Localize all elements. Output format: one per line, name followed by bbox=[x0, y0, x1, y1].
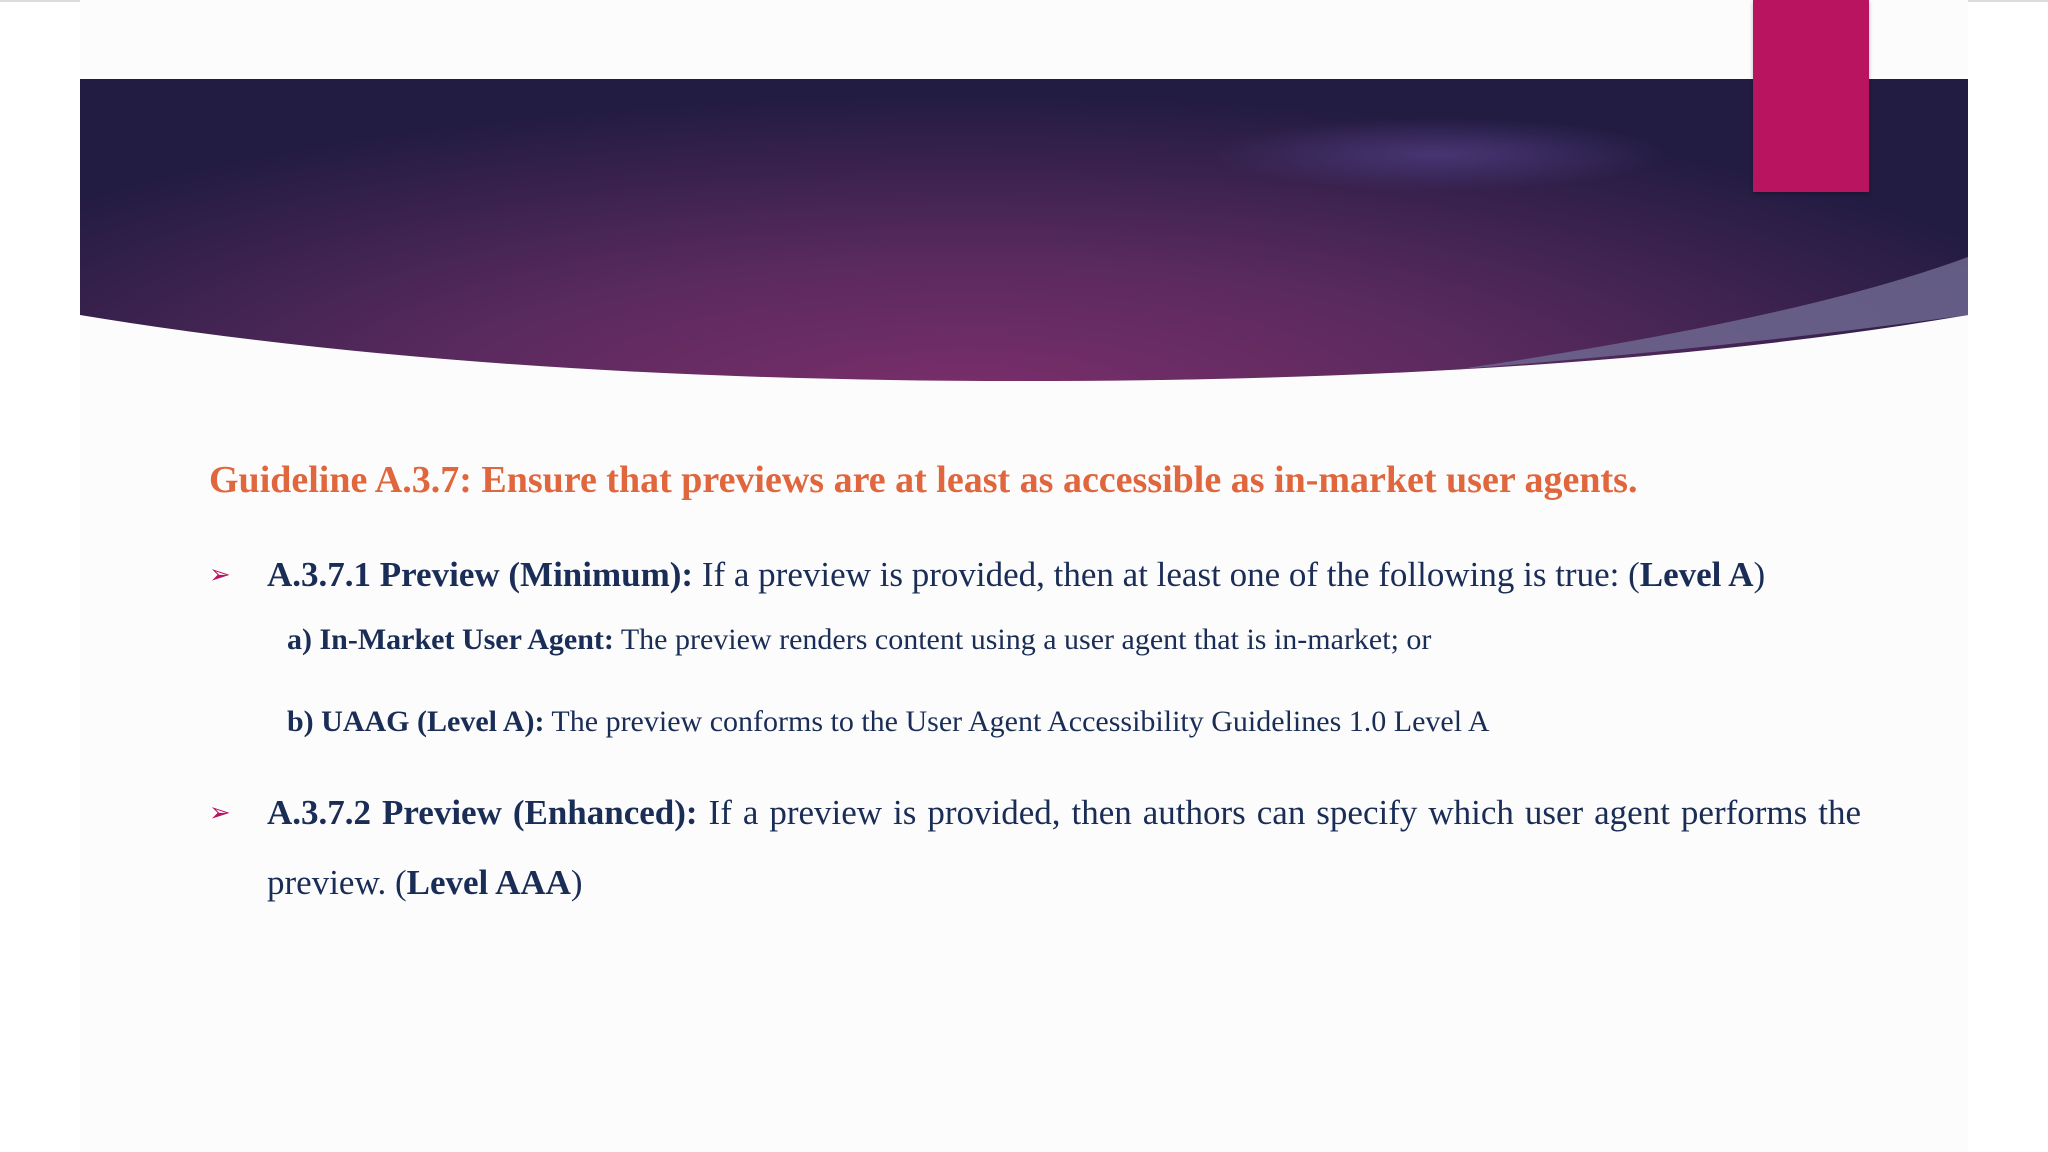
list-item-preview-enhanced bbox=[209, 778, 1861, 918]
slide-content bbox=[209, 458, 1861, 918]
item-close: ) bbox=[1753, 554, 1766, 594]
subitem-label: a) In-Market User Agent: bbox=[287, 622, 614, 656]
item-text: If a preview is provided, then at least one of the following is true: ( bbox=[693, 554, 1640, 594]
subitem-in-market bbox=[287, 622, 1861, 658]
subitem-text: The preview renders content using a user agent that is in-market; or bbox=[613, 622, 1432, 656]
list-item-preview-minimum bbox=[209, 540, 1861, 610]
subitem-label: b) UAAG (Level A): bbox=[287, 704, 545, 738]
item-label: A.3.7.2 Preview (Enhanced): bbox=[267, 792, 698, 832]
subitem-uaag bbox=[287, 704, 1861, 740]
item-label: A.3.7.1 Preview (Minimum): bbox=[267, 554, 694, 594]
arrow-bullet-icon: ➢ bbox=[209, 559, 231, 590]
item-close: ) bbox=[570, 862, 583, 902]
item-text: If a preview is provided, then authors can specify which user agent performs the preview. ( bbox=[267, 792, 1861, 902]
level-badge: Level AAA bbox=[406, 862, 571, 902]
subitem-text: The preview conforms to the User Agent Accessibility Guidelines 1.0 Level A bbox=[544, 704, 1490, 738]
header-banner bbox=[80, 79, 1968, 381]
accent-tab bbox=[1753, 0, 1869, 192]
guideline-heading: Guideline A.3.7: Ensure that previews are at least as accessible as in-market user agents. bbox=[209, 459, 1638, 501]
arrow-bullet-icon: ➢ bbox=[209, 797, 231, 828]
level-badge: Level A bbox=[1639, 554, 1754, 594]
